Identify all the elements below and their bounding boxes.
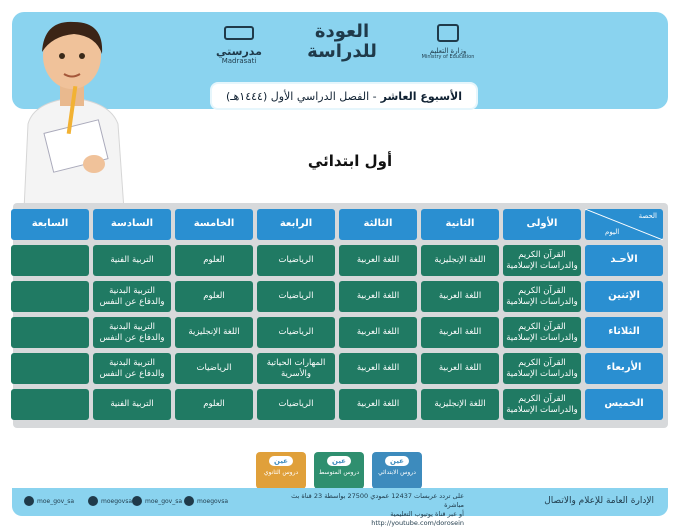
subject-cell: القرآن الكريم والدراسات الإسلامية	[503, 317, 581, 348]
social-link[interactable]	[24, 496, 74, 506]
subject-cell: اللغة العربية	[421, 317, 499, 348]
channel-card[interactable]	[314, 452, 364, 489]
subject-cell: العلوم	[175, 281, 253, 312]
subject-cell: التربية البدنية والدفاع عن النفس	[93, 317, 171, 348]
period-header: الثالثة	[339, 209, 417, 240]
channel-card[interactable]	[256, 452, 306, 489]
subject-cell	[11, 281, 89, 312]
subject-cell	[11, 389, 89, 420]
corner-day-label: اليوم	[605, 228, 620, 237]
ministry-emblem-icon	[437, 24, 459, 42]
subject-cell	[11, 245, 89, 276]
subject-cell: اللغة العربية	[339, 317, 417, 348]
ein-logo-icon: عين	[385, 456, 409, 466]
period-header: السادسة	[93, 209, 171, 240]
day-label: الأربعاء	[585, 353, 663, 384]
corner-cell	[585, 209, 663, 240]
period-header: الأولى	[503, 209, 581, 240]
week-banner	[212, 84, 476, 108]
ministry-sub: Ministry of Education	[421, 54, 475, 61]
subject-cell: القرآن الكريم والدراسات الإسلامية	[503, 353, 581, 384]
ministry-name: وزارة التعليم	[429, 46, 467, 55]
term-label: - الفصل الدراسي الأول (١٤٤٤هـ)	[225, 89, 377, 103]
day-label: الأحـد	[585, 245, 663, 276]
channel-label: دروس الثانوي	[263, 469, 299, 476]
subject-cell: اللغة الإنجليزية	[175, 317, 253, 348]
subject-cell	[11, 353, 89, 384]
subject-cell: التربية الفنية	[93, 245, 171, 276]
period-header: الرابعة	[257, 209, 335, 240]
subject-cell: القرآن الكريم والدراسات الإسلامية	[503, 281, 581, 312]
subject-cell: التربية الفنية	[93, 389, 171, 420]
subject-cell: اللغة العربية	[421, 353, 499, 384]
social-handle: moe_gov_sa	[37, 497, 75, 505]
madrasati-name: مدرستي	[216, 44, 262, 58]
subject-cell: المهارات الحياتية والأسرية	[257, 353, 335, 384]
broadcast-line-1: على تردد عربسات 12437 عمودي 27500 بواسطة 23 قناة بث مباشرة	[291, 492, 464, 510]
subject-cell: التربية البدنية والدفاع عن النفس	[93, 281, 171, 312]
subject-cell: اللغة الإنجليزية	[421, 389, 499, 420]
ministry-logo	[415, 24, 481, 61]
period-header: الخامسة	[175, 209, 253, 240]
subject-cell: الرياضيات	[257, 281, 335, 312]
social-link[interactable]	[184, 496, 228, 506]
channel-label: دروس الابتدائي	[378, 469, 416, 476]
corner-period-label: الحصة	[638, 212, 657, 220]
youtube-icon	[184, 496, 194, 506]
subject-cell: القرآن الكريم والدراسات الإسلامية	[503, 389, 581, 420]
broadcast-line-2: أو عبر قناة يوتيوب التعليمية	[390, 510, 464, 519]
twitter-icon	[24, 496, 34, 506]
subject-cell: اللغة العربية	[339, 245, 417, 276]
period-header: السابعة	[11, 209, 89, 240]
social-handle: moegovsa	[197, 497, 229, 505]
social-handle: moe_gov_sa	[145, 497, 183, 505]
campaign-logo	[302, 22, 382, 62]
subject-cell: العلوم	[175, 245, 253, 276]
broadcast-info	[274, 492, 464, 528]
madrasati-latin: Madrasati	[221, 56, 257, 65]
day-label: الخميس	[585, 389, 663, 420]
subject-cell: اللغة العربية	[421, 281, 499, 312]
facebook-icon	[88, 496, 98, 506]
subject-cell: اللغة العربية	[339, 281, 417, 312]
social-link[interactable]	[88, 496, 132, 506]
subject-cell: اللغة الإنجليزية	[421, 245, 499, 276]
subject-cell: الرياضيات	[257, 245, 335, 276]
subject-cell: الرياضيات	[175, 353, 253, 384]
subject-cell: العلوم	[175, 389, 253, 420]
madrasati-icon	[224, 26, 254, 40]
day-label: الإثنين	[585, 281, 663, 312]
channel-label: دروس المتوسط	[318, 469, 360, 476]
footer-bar	[12, 488, 668, 528]
campaign-title: العودة للدراسة	[307, 21, 377, 62]
channel-card[interactable]	[372, 452, 422, 489]
subject-cell: الرياضيات	[257, 389, 335, 420]
subject-cell: اللغة العربية	[339, 353, 417, 384]
footer-signature: الإدارة العامة للإعلام والاتصال	[544, 496, 654, 506]
day-label: الثلاثاء	[585, 317, 663, 348]
subject-cell: التربية البدنية والدفاع عن النفس	[93, 353, 171, 384]
social-handle: moegovsa	[101, 497, 133, 505]
snapchat-icon	[132, 496, 142, 506]
student-illustration	[14, 14, 132, 210]
schedule-table	[13, 203, 668, 428]
week-label: الأسبوع العاشر	[380, 89, 463, 103]
youtube-link[interactable]: http://youtube.com/dorosein	[371, 519, 464, 528]
ein-logo-icon: عين	[269, 456, 293, 466]
subject-cell: اللغة العربية	[339, 389, 417, 420]
page-title: أول ابتدائي	[307, 152, 393, 170]
period-header: الثانية	[421, 209, 499, 240]
social-link[interactable]	[132, 496, 182, 506]
ein-logo-icon: عين	[327, 456, 351, 466]
subject-cell: القرآن الكريم والدراسات الإسلامية	[503, 245, 581, 276]
madrasati-logo	[204, 26, 274, 65]
subject-cell: الرياضيات	[257, 317, 335, 348]
subject-cell	[11, 317, 89, 348]
